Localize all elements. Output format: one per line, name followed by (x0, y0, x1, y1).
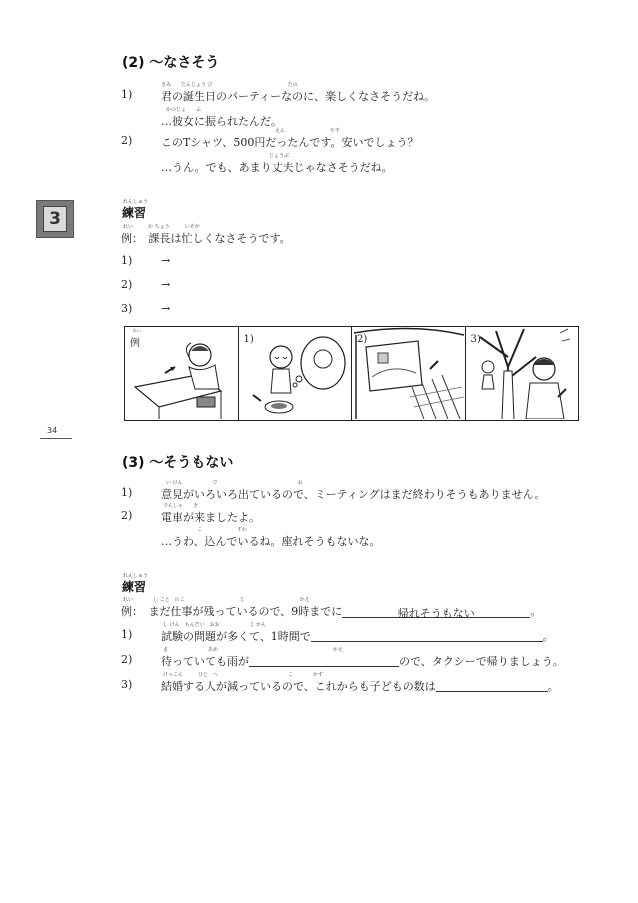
sentence-prefix: 試験の問題が多くて、1時間で (161, 630, 311, 643)
example-sentence: …うわ、込んでいるね。座れそうもないな。 (161, 535, 381, 548)
example-sentence: 意見がいろいろ出ているので、ミーティングはまだ終わりそうもありません。 (161, 488, 546, 501)
item-number: 2) (121, 509, 133, 522)
furigana: じょうぶ (269, 153, 290, 159)
item-number: 2) (121, 134, 133, 147)
furigana: れんしゅう (123, 573, 149, 579)
practice-label: 練習 (122, 206, 147, 220)
example-answer: 帰れそうもない (342, 605, 530, 618)
fill-in-sentence (161, 653, 564, 669)
furigana: でんしゃ き (163, 503, 199, 509)
panel-label: 1) (243, 334, 254, 345)
section-heading-nasasou: (2) ～なさそう (122, 55, 220, 71)
item-number: 3) (121, 678, 133, 691)
practice-example (121, 603, 541, 619)
sentence-suffix: ので、タクシーで帰りましょう。 (399, 655, 564, 668)
panel-label: 3) (470, 334, 481, 345)
example-sentence: このTシャツ、500円だったんです。安いでしょう？ (161, 136, 419, 149)
item-number: 1) (121, 628, 133, 641)
panel-3 (466, 327, 579, 420)
example-sentence: 電車が来ましたよ。 (161, 511, 260, 524)
illustration-strip (124, 326, 579, 421)
furigana: えん やす (275, 128, 341, 134)
furigana: い けん で お (166, 480, 303, 486)
answer-blank[interactable] (249, 654, 399, 667)
example-suffix: 。 (530, 605, 542, 618)
furigana: こ すわ (197, 527, 248, 533)
furigana: れい か ちょう いそが (123, 224, 200, 230)
answer-arrow: → (161, 278, 171, 291)
page-number: 34 (47, 426, 58, 435)
panel-label: 例 (130, 338, 140, 349)
crowded-venue-illustration (352, 327, 466, 419)
furigana: れい (133, 328, 141, 333)
page-number-rule (40, 438, 72, 439)
furigana: けっこん ひと へ こ かず (163, 672, 324, 678)
answer-blank[interactable] (311, 629, 543, 642)
chapter-tab (36, 200, 74, 238)
example-sentence: 君の誕生日のパーティーなのに、楽しくなさそうだね。 (161, 90, 436, 103)
furigana: きみ たんじょう び たの (161, 82, 298, 88)
furigana: し けん もんだい おお じ かん (163, 622, 267, 628)
sentence-suffix: 。 (542, 630, 554, 643)
practice-label: 練習 (122, 580, 147, 594)
answer-number: 3) (121, 302, 133, 315)
section-heading-soumonai: (3) ～そうもない (122, 455, 234, 471)
furigana: かのじょ ふ (166, 107, 202, 113)
panel-label: 2) (357, 334, 368, 345)
sentence-prefix: 待っていても雨が (161, 655, 249, 668)
example-sentence: …彼女に振られたんだ。 (161, 115, 282, 128)
panel-2 (352, 327, 466, 420)
example-sentence: …うん。でも、あまり丈夫じゃなさそうだね。 (161, 161, 393, 174)
answer-arrow: → (161, 254, 171, 267)
sentence-prefix: 結婚する人が減っているので、これからも子どもの数は (161, 680, 436, 693)
panel-1 (239, 327, 353, 420)
worried-man-tree-illustration (466, 327, 579, 419)
unappetizing-food-illustration (239, 327, 353, 419)
answer-arrow: → (161, 302, 171, 315)
item-number: 1) (121, 88, 133, 101)
answer-blank[interactable] (436, 679, 548, 692)
item-number: 2) (121, 653, 133, 666)
fill-in-sentence (161, 628, 554, 644)
example-prefix: 例： まだ仕事が残っているので、9時までに (121, 605, 343, 618)
answer-number: 2) (121, 278, 133, 291)
practice-example: 例： 課長は忙しくなさそうです。 (121, 232, 291, 245)
item-number: 1) (121, 486, 133, 499)
furigana: れい し ごと のこ じ かえ (123, 597, 310, 603)
furigana: れんしゅう (123, 199, 149, 205)
relaxed-boss-illustration (125, 327, 239, 419)
answer-number: 1) (121, 254, 133, 267)
sentence-suffix: 。 (547, 680, 559, 693)
furigana: ま あめ かえ (163, 647, 344, 653)
fill-in-sentence (161, 678, 559, 694)
panel-example (125, 327, 239, 420)
chapter-number: 3 (43, 206, 67, 232)
